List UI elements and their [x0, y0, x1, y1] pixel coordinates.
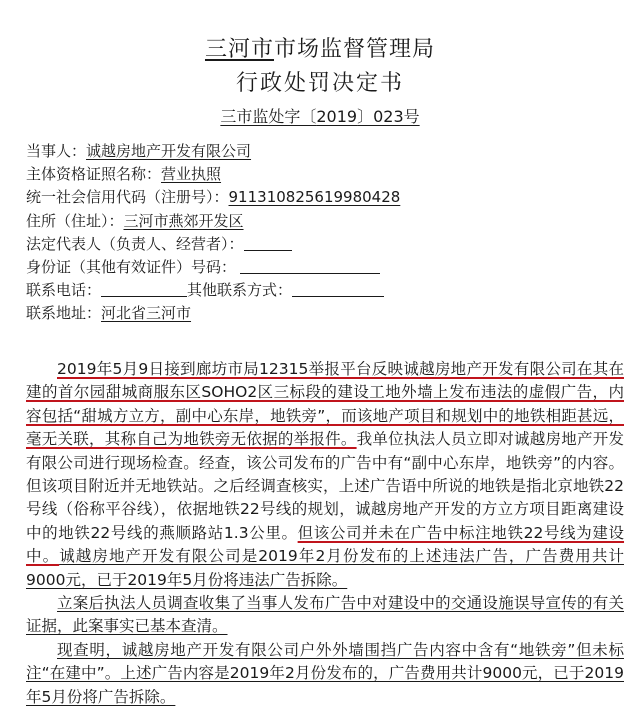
field-label: 主体资格证照名称：: [26, 165, 162, 184]
blank-line: [292, 281, 384, 297]
field-label-other-contact: 其他联系方式：: [187, 281, 293, 300]
city-name: 三河市: [204, 37, 274, 62]
field-label: 住所（住址）：: [26, 211, 124, 230]
field-license-name: [26, 163, 626, 186]
field-party: [26, 140, 626, 163]
field-value: 911310825619980428: [228, 188, 401, 207]
highlighted-text: 但该公司并未在广告中标注地铁22号线为建设中。: [26, 523, 625, 566]
doc-number-suffix: 〕023号: [357, 107, 420, 126]
blank-line: [101, 281, 187, 297]
field-credit-code: [26, 186, 626, 209]
paragraph-investigation: [26, 592, 624, 639]
issuing-authority-title: [0, 32, 640, 63]
blank-line: [244, 235, 292, 251]
doc-number-year: 2019: [316, 107, 358, 126]
field-legal-representative: [26, 233, 626, 256]
bureau-name: 市场监督管理局: [274, 37, 436, 62]
paragraph-text: 诚越房地产开发有限公司是2019年2月份发布的上述违法广告，广告费用共计9000元，已于2019年5月份将违法广告拆除。: [26, 547, 624, 589]
highlighted-text: 2019年5月9日接到廊坊市局12315举报平台反映诚越房地产开发有限公司在其在建的首尔园甜城商服东区SOHO2区三标段的建设工地外墙上发布违法的虚假广告，内容包括“甜城方立方，副中心东岸，地铁旁”，而该地产项目和规划中的地铁相距甚远，毫无关联，其称自己为地铁旁无依据的举报件。: [26, 360, 624, 449]
field-address: [26, 210, 626, 233]
doc-number-prefix: 三市监处字〔: [220, 107, 317, 126]
paragraph-findings: [26, 639, 624, 709]
blank-line: [240, 258, 380, 274]
party-info-fields: [26, 140, 626, 326]
field-value: 河北省三河市: [101, 304, 192, 323]
paragraph-text: 我单位执法人员立即对诚越房地产开发有限公司进行现场检查。经查，该公司发布的广告中有“副中心东岸，地铁旁”的内容。但该项目附近并无地铁站。之后经调查核实，上述广告语中所说的地铁是指北京地铁22号线（俗称平谷线），依据地铁22号线的规划，诚越房地产开发的方立方项目距离建设中的地铁22号线的燕顺路站1.3公里。: [26, 430, 624, 542]
field-value: 诚越房地产开发有限公司: [86, 142, 252, 160]
field-label: 联系地址：: [26, 304, 102, 323]
field-phone: [26, 279, 626, 302]
document-title: 行政处罚决定书: [235, 71, 404, 96]
field-label: 联系电话：: [26, 281, 102, 300]
field-value: 三河市燕郊开发区: [123, 211, 244, 230]
paragraph-text: 现查明，诚越房地产开发有限公司户外外墙围挡广告内容中含有“地铁旁”但未标注“在建中”。上述广告内容是2019年2月份发布的，广告费用共计9000元，已于2019年5月份将广告拆除。: [26, 640, 624, 706]
field-label: 法定代表人（负责人、经营者）：: [26, 234, 244, 253]
paragraph-facts: [26, 358, 624, 592]
field-value: 营业执照: [161, 165, 222, 184]
document-number: [0, 104, 640, 127]
field-id-number: [26, 256, 626, 279]
paragraph-text: 立案后执法人员调查收集了当事人发布广告中对建设中的交通设施误导宣传的有关证据，此案事实已基本查清。: [26, 594, 624, 636]
decision-body: [26, 358, 624, 709]
field-label: 当事人：: [26, 142, 87, 160]
field-label: 统一社会信用代码（注册号）：: [26, 188, 229, 207]
field-label: 身份证（其他有效证件）号码：: [26, 257, 237, 276]
field-contact-address: [26, 302, 626, 325]
